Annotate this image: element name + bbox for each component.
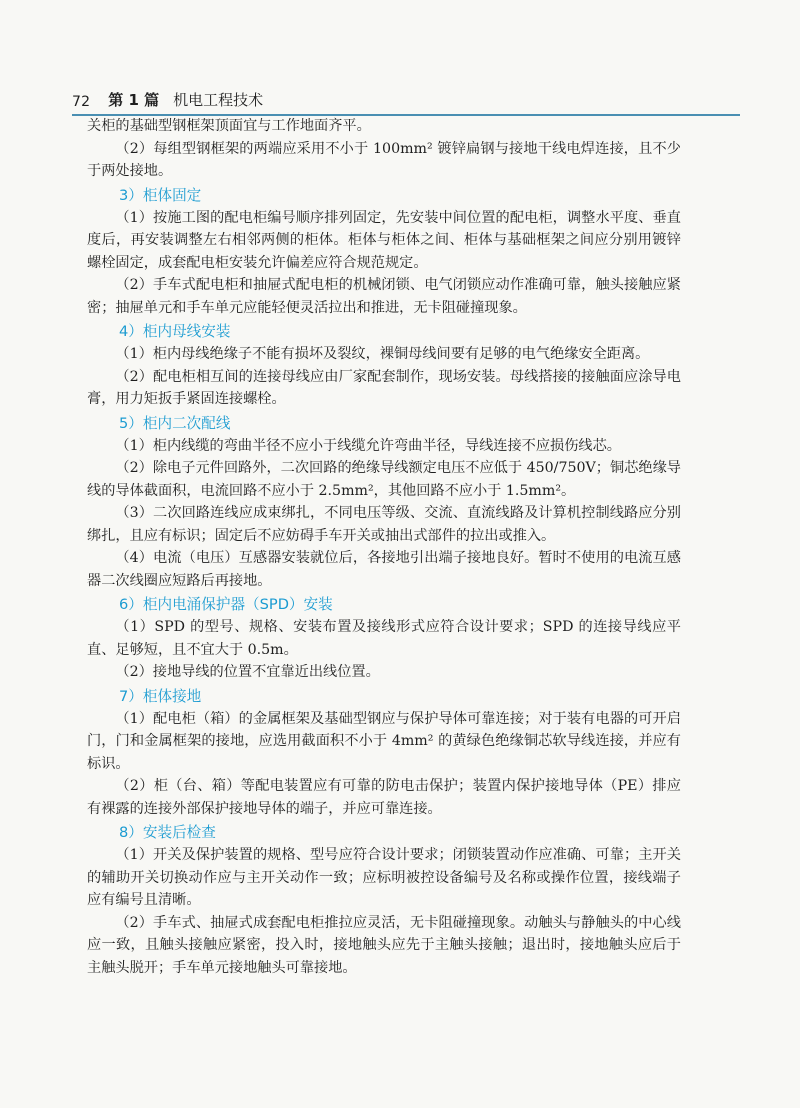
paragraph-3-2: （2）手车式配电柜和抽屉式配电柜的机械闭锁、电气闭锁应动作准确可靠，触头接触应紧密；抽屉单元和手车单元应能轻便灵活拉出和推进，无卡阻碰撞现象。 [87, 277, 681, 316]
paragraph-6-1: （1）SPD 的型号、规格、安装布置及接线形式应符合设计要求；SPD 的连接导线应平直、足够短，且不宜大于 0.5m。 [87, 619, 681, 658]
paragraph-6-2: （2）接地导线的位置不宜靠近出线位置。 [115, 664, 380, 680]
paragraph-5-1: （1）柜内线缆的弯曲半径不应小于线缆允许弯曲半径，导线连接不应损伤线芯。 [115, 437, 621, 454]
heading-cabinet-grounding: 7）柜体接地 [119, 687, 202, 705]
paragraph-7-2: （2）柜（台、箱）等配电装置应有可靠的防电击保护；装置内保护接地导体（PE）排应有裸露的连接外部保护接地导体的端子，并应可靠连接。 [87, 778, 681, 817]
page-number: 72 [72, 94, 91, 110]
paragraph-4-2: （2）配电柜相互间的连接母线应由厂家配套制作，现场安装。母线搭接的接触面应涂导电膏，用力矩扳手紧固连接螺栓。 [87, 368, 681, 407]
paragraph-4-1: （1）柜内母线绝缘子不能有损坏及裂纹，裸铜母线间要有足够的电气绝缘安全距离。 [115, 346, 650, 362]
page-body [87, 115, 681, 979]
paragraph-continuation: 关柜的基础型钢框架顶面宜与工作地面齐平。 [87, 118, 371, 134]
paragraph-frame-ground: （2）每组型钢框架的两端应采用不小于 100mm² 镀锌扁钢与接地干线电焊连接，且不少于两处接地。 [87, 140, 681, 179]
part-title: 机电工程技术 [173, 91, 264, 109]
running-header [72, 84, 740, 110]
heading-busbar-installation: 4）柜内母线安装 [119, 323, 231, 340]
paragraph-7-1: （1）配电柜（箱）的金属框架及基础型钢应与保护导体可靠连接；对于装有电器的可开启门，门和金属框架的接地，应选用截面积不小于 4mm² 的黄绿色绝缘铜芯软导线连接，并应有标识。 [87, 710, 681, 772]
paragraph-5-4: （4）电流（电压）互感器安装就位后，各接地引出端子接地良好。暂时不使用的电流互感器二次线圈应短路后再接地。 [87, 550, 681, 589]
paragraph-8-1: （1）开关及保护装置的规格、型号应符合设计要求；闭锁装置动作应准确、可靠；主开关的辅助开关切换动作应与主开关动作一致；应标明被控设备编号及名称或操作位置，接线端子应有编号且清晰。 [87, 847, 681, 908]
heading-cabinet-fixing: 3）柜体固定 [119, 186, 202, 204]
part-label: 第 1 篇 [108, 91, 160, 109]
paragraph-3-1: （1）按施工图的配电柜编号顺序排列固定，先安装中间位置的配电柜，调整水平度、垂直度后，再安装调整左右相邻两侧的柜体。柜体与柜体之间、柜体与基础框架之间应分别用镀锌螺栓固定，成套配电柜安装允许偏差应符合规范规定。 [87, 209, 681, 271]
paragraph-5-2: （2）除电子元件回路外，二次回路的绝缘导线额定电压不应低于 450/750V；铜芯绝缘导线的导体截面积，电流回路不应小于 2.5mm²，其他回路不应小于 1.5mm²。 [87, 460, 681, 499]
paragraph-8-2: （2）手车式、抽屉式成套配电柜推拉应灵活，无卡阻碰撞现象。动触头与静触头的中心线应一致，且触头接触应紧密，投入时，接地触头应先于主触头接触；退出时，接地触头应后于主触头脱开；手车单元接地触头可靠接地。 [87, 914, 681, 976]
heading-secondary-wiring: 5）柜内二次配线 [119, 414, 231, 432]
heading-spd-installation: 6）柜内电涌保护器（SPD）安装 [119, 596, 333, 613]
heading-post-install-check: 8）安装后检查 [119, 824, 216, 841]
paragraph-5-3: （3）二次回路连线应成束绑扎，不同电压等级、交流、直流线路及计算机控制线路应分别绑扎，且应有标识；固定后不应妨碍手车开关或抽出式部件的拉出或推入。 [87, 505, 681, 544]
